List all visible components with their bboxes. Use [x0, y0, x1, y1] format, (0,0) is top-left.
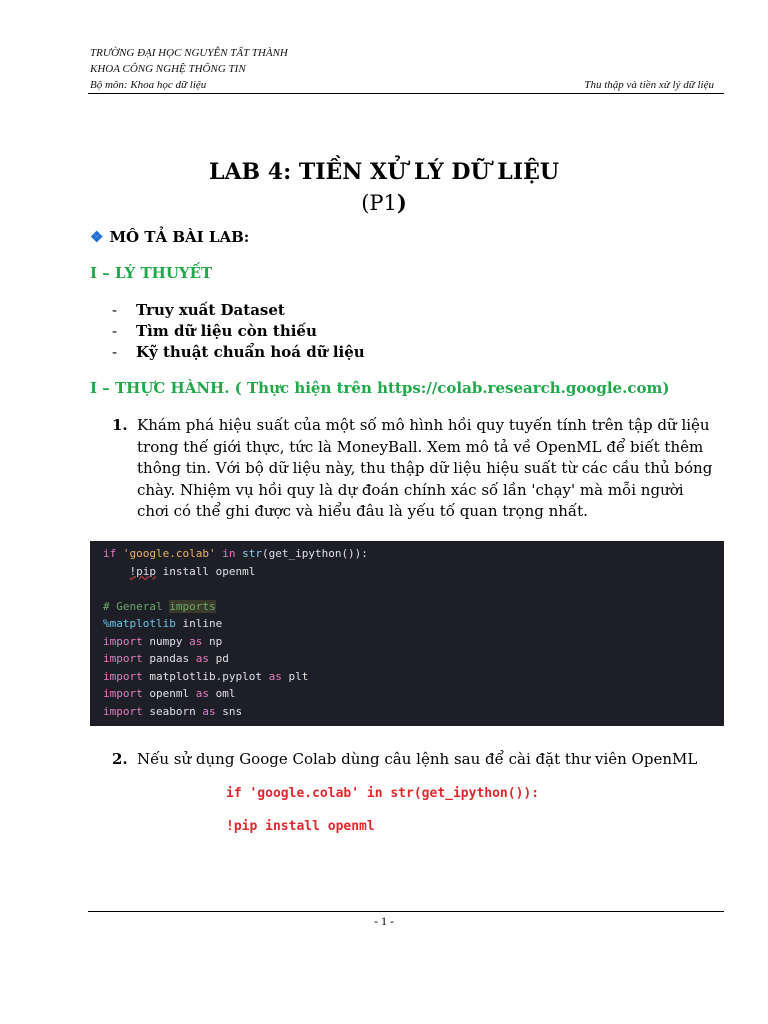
- theory-list: [112, 300, 365, 363]
- practice-heading: I – THỰC HÀNH. ( Thực hiện trên https://colab.research.google.com): [90, 379, 670, 397]
- diamond-bullet-icon: ❖: [90, 228, 104, 246]
- code-line: %matplotlib inline: [103, 617, 223, 630]
- item-text: Khám phá hiệu suất của một số mô hình hồi quy tuyến tính trên tập dữ liệu trong thế giới thực, tức là MoneyBall. Xem mô tả về OpenML để biết thêm thông tin. Với bộ dữ liệu này, thu thập dữ liệu hiệu suất từ các cầu thủ bóng chày. Nhiệm vụ hồi quy là dự đoán chính xác số lần 'chạy' mà mỗi người chơi có thể ghi được và hiểu đâu là yếu tố quan trọng nhất.: [137, 416, 713, 520]
- code-line: !pip install openml: [129, 564, 256, 578]
- code-line: import numpy as np: [103, 634, 223, 648]
- subtitle-main: (P1: [361, 191, 397, 215]
- code-block: [90, 541, 724, 726]
- list-item: - Kỹ thuật chuẩn hoá dữ liệu: [112, 343, 365, 361]
- subtitle-close: ): [396, 190, 407, 215]
- description-heading: [90, 228, 249, 246]
- theory-heading: I – LÝ THUYẾT: [90, 264, 213, 282]
- page-subtitle: [0, 190, 768, 215]
- practice-item-1: [112, 415, 717, 523]
- code-line: if 'google.colab' in str(get_ipython()):: [103, 547, 368, 560]
- code-line: import pandas as pd: [103, 652, 229, 665]
- header-divider: [88, 93, 724, 94]
- code-line: import seaborn as sns: [103, 704, 243, 718]
- item-text: Nếu sử dụng Googe Colab dùng câu lệnh sau để cài đặt thư viên OpenML: [137, 750, 698, 768]
- code-line: # General imports: [103, 599, 216, 613]
- code-line: import openml as oml: [103, 687, 236, 700]
- item-number: 2.: [112, 750, 128, 768]
- list-item: - Truy xuất Dataset: [112, 301, 285, 319]
- red-code-line-1: if 'google.colab' in str(get_ipython()):: [226, 786, 540, 801]
- item-number: 1.: [112, 416, 128, 434]
- footer-divider: [88, 911, 724, 912]
- code-line-blank: [103, 580, 724, 598]
- page-title: LAB 4: TIỀN XỬ LÝ DỮ LIỆU: [208, 159, 560, 185]
- list-item: - Tìm dữ liệu còn thiếu: [112, 322, 317, 340]
- header-department: Bộ môn: Khoa học dữ liệu: [90, 79, 207, 91]
- description-heading-text: MÔ TẢ BÀI LAB:: [109, 228, 250, 246]
- code-line: import matplotlib.pyplot as plt: [103, 669, 309, 683]
- page-number: - 1 -: [374, 914, 394, 928]
- red-code-line-2: !pip install openml: [226, 819, 375, 834]
- header-university: TRƯỜNG ĐẠI HỌC NGUYỄN TẤT THÀNH: [90, 47, 288, 59]
- practice-item-2: [112, 749, 717, 771]
- header-faculty: KHOA CÔNG NGHỆ THÔNG TIN: [90, 63, 246, 75]
- header-course: Thu thập và tiền xử lý dữ liệu: [584, 79, 714, 91]
